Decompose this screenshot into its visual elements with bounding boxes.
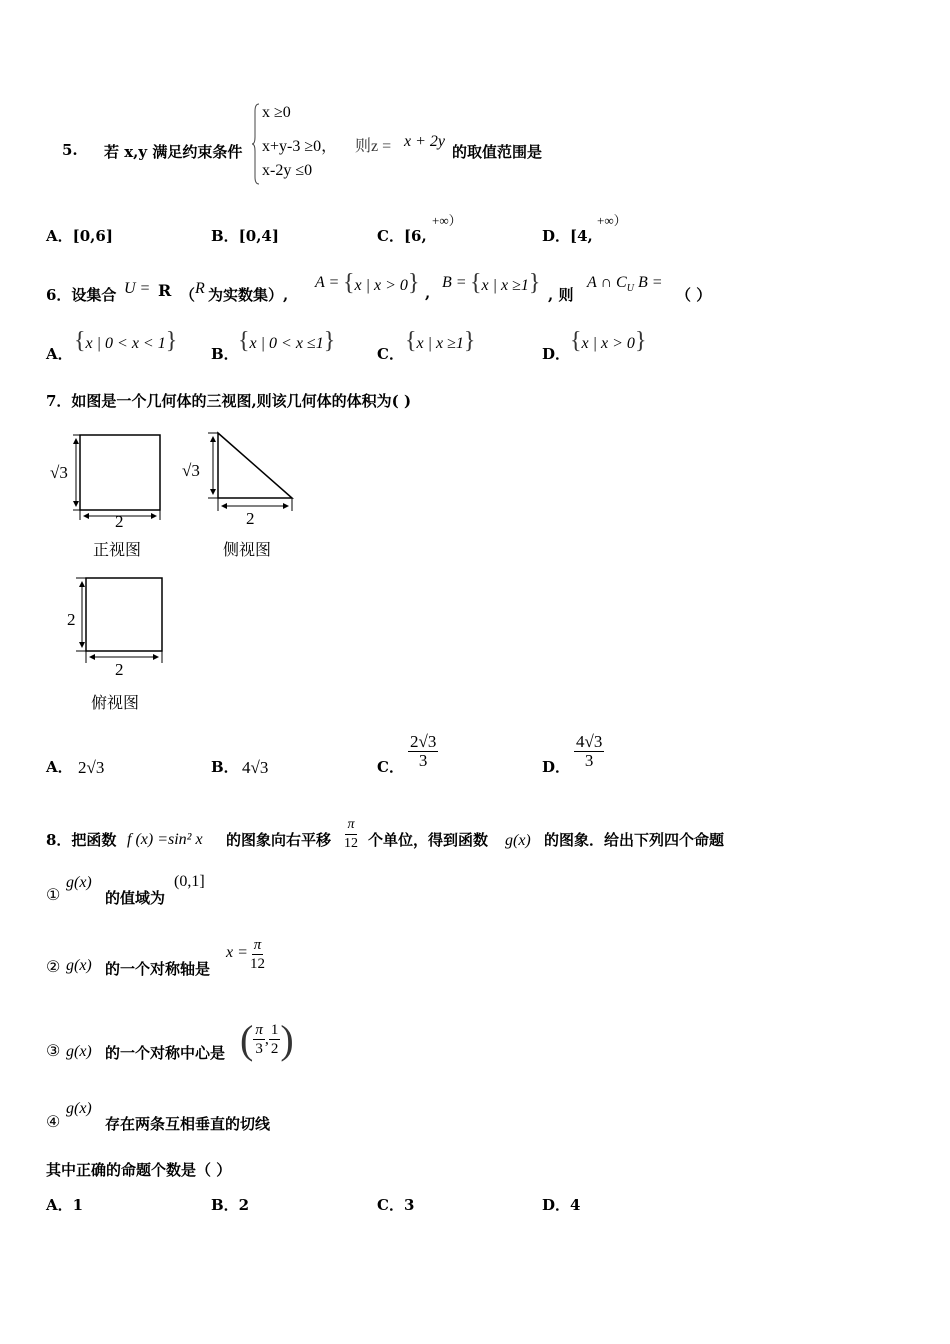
q6-reals-symbol: R [158, 281, 172, 300]
q6-note-r: R [195, 280, 205, 297]
side-view-width-label: 2 [246, 509, 255, 528]
top-view-height-label: 2 [67, 610, 76, 629]
q6-option-d-body: x | x > 0 [581, 335, 635, 352]
q5-option-d[interactable]: D．[4, [542, 227, 593, 245]
q6-option-a-body: x | 0 < x < 1 [85, 335, 166, 352]
q6-set-b-label: B = [442, 274, 467, 291]
top-view-caption: 俯视图 [91, 693, 140, 712]
q6-option-b-letter[interactable]: B． [211, 345, 239, 363]
q8-prop1-mark: ① [46, 887, 61, 904]
q8-prop3-num2: 1 [270, 1022, 279, 1038]
q8-prop3-g: g(x) [66, 1043, 92, 1060]
front-view-height-label: √3 [50, 463, 68, 482]
q8-prop4-text: 存在两条互相垂直的切线 [105, 1115, 271, 1133]
q5-option-b[interactable]: B．[0,4] [211, 227, 279, 245]
q6-answer-paren: （ ） [676, 286, 712, 304]
q7-option-b-value: 4√3 [242, 758, 269, 777]
q8-prop3-den1: 3 [255, 1041, 263, 1057]
front-view-width-label: 2 [115, 512, 124, 531]
q6-set-b-body: x | x ≥1 [481, 277, 529, 294]
q5-option-c-infinity: +∞） [432, 213, 462, 228]
q8-option-a[interactable]: A．1 [46, 1196, 84, 1214]
q5-option-a[interactable]: A．[0,6] [46, 227, 113, 245]
q7-option-a-value: 2√3 [78, 758, 105, 777]
q8-prop2-x: x = [226, 944, 248, 961]
q6-option-c-body: x | x ≥1 [416, 335, 464, 352]
q6-option-d-letter[interactable]: D． [542, 345, 571, 363]
side-view-caption: 侧视图 [223, 540, 272, 559]
q7-option-d-fraction [574, 733, 604, 770]
q6-set-a-label: A = [315, 274, 340, 291]
q6-then: , 则 [548, 286, 574, 304]
q5-number: 5. [62, 141, 78, 159]
q6-comma: , [425, 284, 431, 302]
q8-prop2-fraction [250, 936, 265, 973]
q6-set-b: {x | x ≥1} [470, 270, 541, 296]
top-view-width-label: 2 [115, 660, 124, 679]
q6-option-a[interactable]: {x | 0 < x < 1} [74, 328, 178, 354]
q6-option-c[interactable]: {x | x ≥1} [405, 328, 476, 354]
front-view-caption: 正视图 [93, 540, 142, 559]
q8-shift-fraction [344, 816, 358, 853]
side-view-height-label: √3 [182, 461, 200, 480]
q5-option-d-infinity: +∞） [597, 213, 627, 228]
q8-prop1-value: (0,1] [174, 873, 205, 890]
q6-option-a-letter[interactable]: A． [46, 345, 73, 363]
q6-expr-sub: U [626, 283, 634, 295]
q5-constraint-2: x+y-3 ≥0， [262, 138, 338, 155]
q6-option-b-body: x | 0 < x ≤1 [249, 335, 324, 352]
top-view-rect [86, 578, 162, 651]
q6-expr-b: B = [637, 274, 663, 291]
q5-stem: 若 x,y 满足约束条件 [104, 143, 243, 161]
q7-option-c-numerator: 2√3 [410, 732, 437, 751]
side-view-triangle [218, 433, 292, 498]
q8-prop2-g: g(x) [66, 957, 92, 974]
q6-expr-a: A ∩ C [587, 274, 627, 291]
q7-option-d-denominator: 3 [584, 751, 594, 770]
q8-prop3-text: 的一个对称中心是 [105, 1044, 226, 1062]
q8-prop4-g: g(x) [66, 1100, 92, 1117]
q6-note-text: 为实数集）, [208, 286, 289, 304]
q8-stem-mid: 的图象向右平移 [226, 831, 332, 849]
q7-option-a-letter[interactable]: A． [46, 758, 73, 776]
q8-prop4-mark: ④ [46, 1114, 61, 1131]
q6-stem: 6．设集合 [46, 286, 117, 304]
q8-prop2-text: 的一个对称轴是 [105, 960, 211, 978]
q7-option-c-fraction [408, 733, 438, 770]
q5-constraint-1: x ≥0 [262, 104, 291, 121]
q8-prop3-den2: 2 [270, 1041, 279, 1057]
q7-option-d-letter[interactable]: D． [542, 758, 571, 776]
q5-brace [252, 103, 255, 183]
q5-constraint-3: x-2y ≤0 [262, 162, 313, 179]
q8-prop3-num1: π [255, 1022, 263, 1038]
q6-set-a-body: x | x > 0 [354, 277, 408, 294]
q7-stem: 7．如图是一个几何体的三视图,则该几何体的体积为( ) [46, 392, 412, 410]
q6-option-b[interactable]: {x | 0 < x ≤1} [238, 328, 336, 354]
q5-option-c[interactable]: C．[6, [377, 227, 427, 245]
q8-shift-numerator: π [345, 816, 356, 835]
q8-option-b[interactable]: B．2 [211, 1196, 250, 1214]
q8-option-c[interactable]: C．3 [377, 1196, 415, 1214]
q8-prop3-mark: ③ [46, 1043, 61, 1060]
q8-function-f: f (x) =sin² x [127, 831, 203, 848]
q6-set-a: {x | x > 0} [343, 270, 420, 296]
q7-option-c-letter[interactable]: C． [377, 758, 404, 776]
q8-question: 其中正确的命题个数是（ ） [46, 1161, 232, 1179]
q6-option-c-letter[interactable]: C． [377, 345, 404, 363]
q7-option-c-denominator: 3 [418, 751, 428, 770]
q8-shift-denominator: 12 [344, 836, 358, 851]
q6-universal-set: U = [124, 280, 151, 297]
q8-prop1-g: g(x) [66, 874, 92, 891]
q8-prop3-center: ( $\frac{\pi}{3}$ , $\frac{1}{2}$ ) [240, 1017, 294, 1062]
q8-stem-end: 的图象．给出下列四个命题 [544, 831, 725, 849]
q5-then: 则z = [355, 138, 392, 155]
q8-prop1-text: 的值域为 [105, 889, 166, 907]
q5-expression: x + 2y [404, 133, 445, 150]
q8-function-g: g(x) [505, 832, 531, 849]
top-view-figure [60, 568, 170, 668]
front-view-rect [80, 435, 160, 510]
q5-tail: 的取值范围是 [452, 143, 543, 161]
q8-stem-start: 8．把函数 [46, 831, 117, 849]
q7-option-b-letter[interactable]: B． [211, 758, 239, 776]
q6-option-d[interactable]: {x | x > 0} [570, 328, 647, 354]
q8-stem-mid2: 个单位，得到函数 [368, 831, 489, 849]
q8-prop2-denominator: 12 [250, 956, 265, 972]
q8-prop2-mark: ② [46, 959, 61, 976]
q7-option-d-numerator: 4√3 [576, 732, 603, 751]
q8-prop2-numerator: π [253, 937, 262, 953]
q8-option-d[interactable]: D．4 [542, 1196, 581, 1214]
q6-expression [587, 274, 663, 294]
q6-note-open: （ [180, 286, 196, 304]
